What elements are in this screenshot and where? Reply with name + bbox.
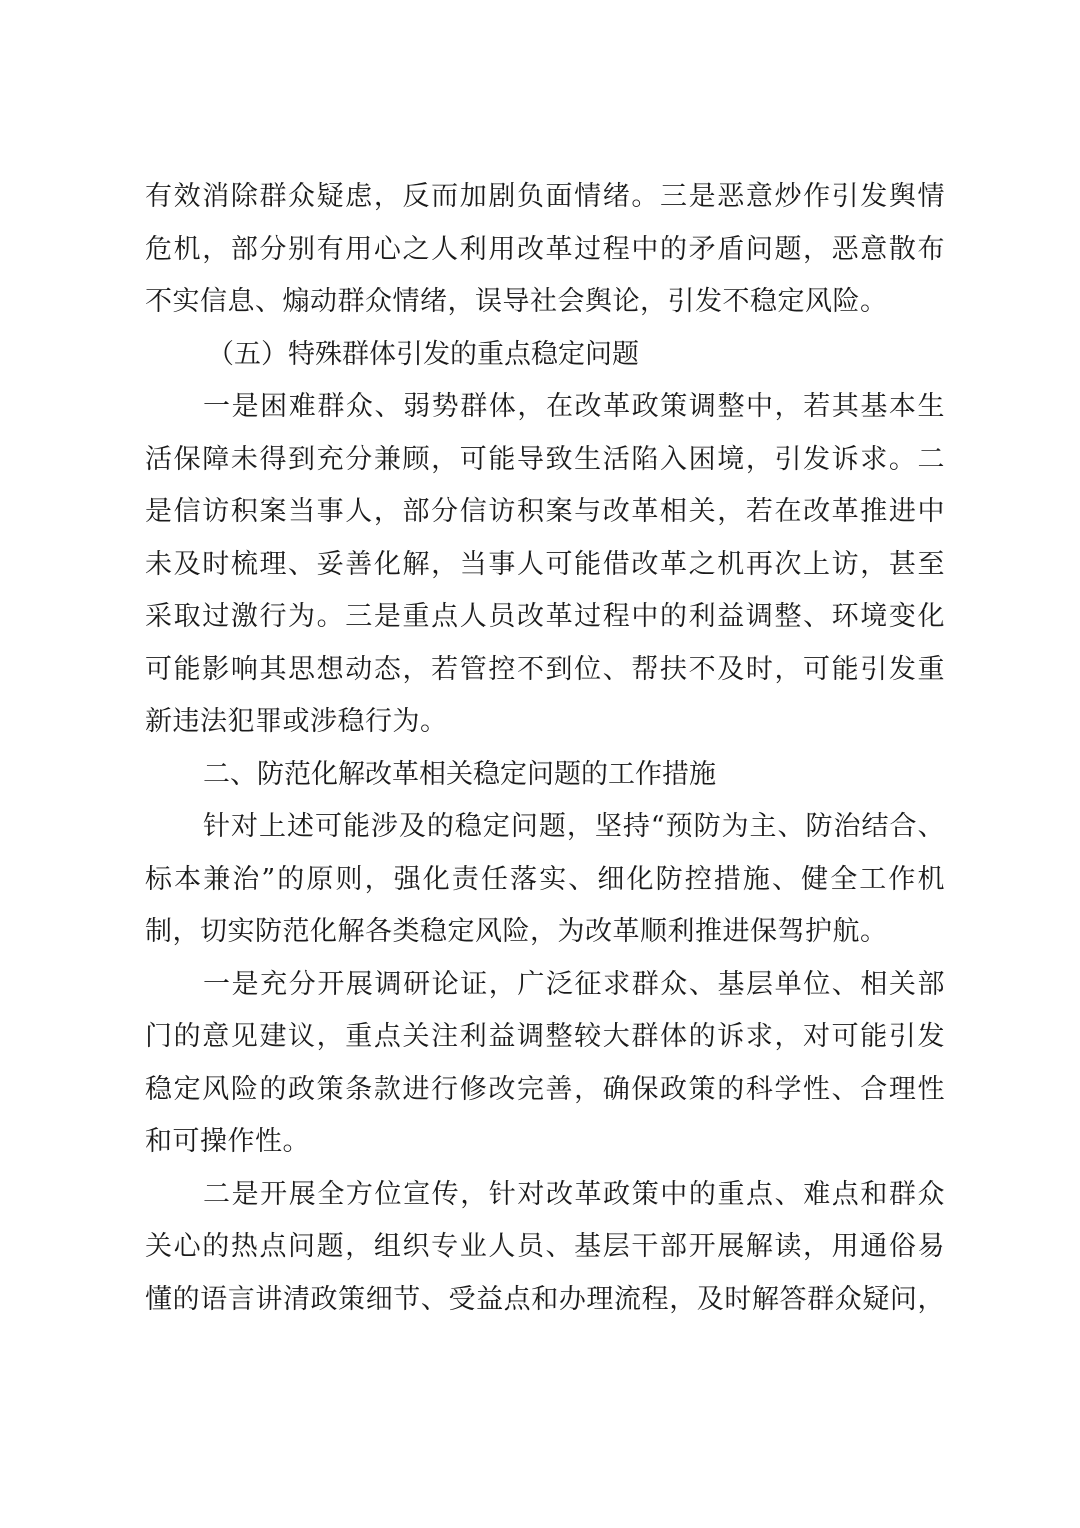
text-run: 重点人员改革过程中的利益调整、环境变化 — [402, 601, 946, 632]
paragraph-1-line-1 — [145, 171, 945, 224]
emphasis-label: 三是 — [660, 181, 718, 212]
emphasis-label: 一是 — [203, 968, 261, 1000]
paragraph-5-line-3: 懂的语言讲清政策细节、受益点和办理流程，及时解答群众疑问， — [145, 1283, 945, 1315]
paragraph-1-line-3: 不实信息、煽动群众情绪，误导社会舆论，引发不稳定风险。 — [145, 286, 888, 317]
paragraph-2-line-6: 可能影响其思想动态，若管控不到位、帮扶不及时，可能引发重 — [145, 653, 945, 685]
paragraph-2-line-4: 未及时梳理、妥善化解，当事人可能借改革之机再次上访，甚至 — [145, 548, 945, 580]
text-run: 困难群众、弱势群体，在改革政策调整中，若其基本生 — [260, 391, 946, 422]
paragraph-5-line-1 — [145, 1169, 945, 1222]
paragraph-2-line-3 — [145, 486, 945, 539]
paragraph-2-line-2: 活保障未得到充分兼顾，可能导致生活陷入困境，引发诉求。二 — [145, 443, 945, 475]
text-run: 开展全方位宣传，针对改革政策中的重点、难点和群众 — [260, 1178, 946, 1210]
text-run: 恶意炒作引发舆情 — [717, 181, 946, 212]
text-run: 采取过激行为。 — [145, 601, 346, 632]
emphasis-label: 是 — [145, 496, 174, 527]
section-heading-2: 二、防范化解改革相关稳定问题的工作措施 — [203, 758, 716, 790]
text-run: 有效消除群众疑虑，反而加剧负面情绪。 — [145, 181, 660, 212]
paragraph-3-line-3: 制，切实防范化解各类稳定风险，为改革顺利推进保驾护航。 — [145, 916, 888, 947]
paragraph-4-line-4: 和可操作性。 — [145, 1126, 310, 1157]
paragraph-4-line-1 — [145, 959, 945, 1012]
paragraph-4-line-3: 稳定风险的政策条款进行修改完善，确保政策的科学性、合理性 — [145, 1073, 945, 1105]
emphasis-label: 二是 — [203, 1178, 261, 1210]
text-run: 充分开展调研论证，广泛征求群众、基层单位、相关部 — [260, 968, 946, 1000]
section-heading-5: （五）特殊群体引发的重点稳定问题 — [207, 338, 639, 370]
emphasis-label: 三是 — [345, 601, 403, 632]
emphasis-label: 一是 — [203, 391, 261, 422]
document-page — [145, 171, 945, 1326]
paragraph-2-line-1 — [145, 381, 945, 434]
paragraph-3-line-1: 针对上述可能涉及的稳定问题，坚持“预防为主、防治结合、 — [203, 811, 945, 842]
text-run: 信访积案当事人，部分信访积案与改革相关，若在改革推进中 — [173, 496, 946, 527]
paragraph-2-line-7: 新违法犯罪或涉稳行为。 — [145, 706, 448, 737]
paragraph-1-line-2: 危机，部分别有用心之人利用改革过程中的矛盾问题，恶意散布 — [145, 233, 945, 265]
paragraph-4-line-2: 门的意见建议，重点关注利益调整较大群体的诉求，对可能引发 — [145, 1021, 945, 1052]
paragraph-2-line-5 — [145, 591, 945, 644]
paragraph-3-line-2: 标本兼治”的原则，强化责任落实、细化防控措施、健全工作机 — [145, 863, 945, 895]
paragraph-5-line-2: 关心的热点问题，组织专业人员、基层干部开展解读，用通俗易 — [145, 1231, 945, 1262]
